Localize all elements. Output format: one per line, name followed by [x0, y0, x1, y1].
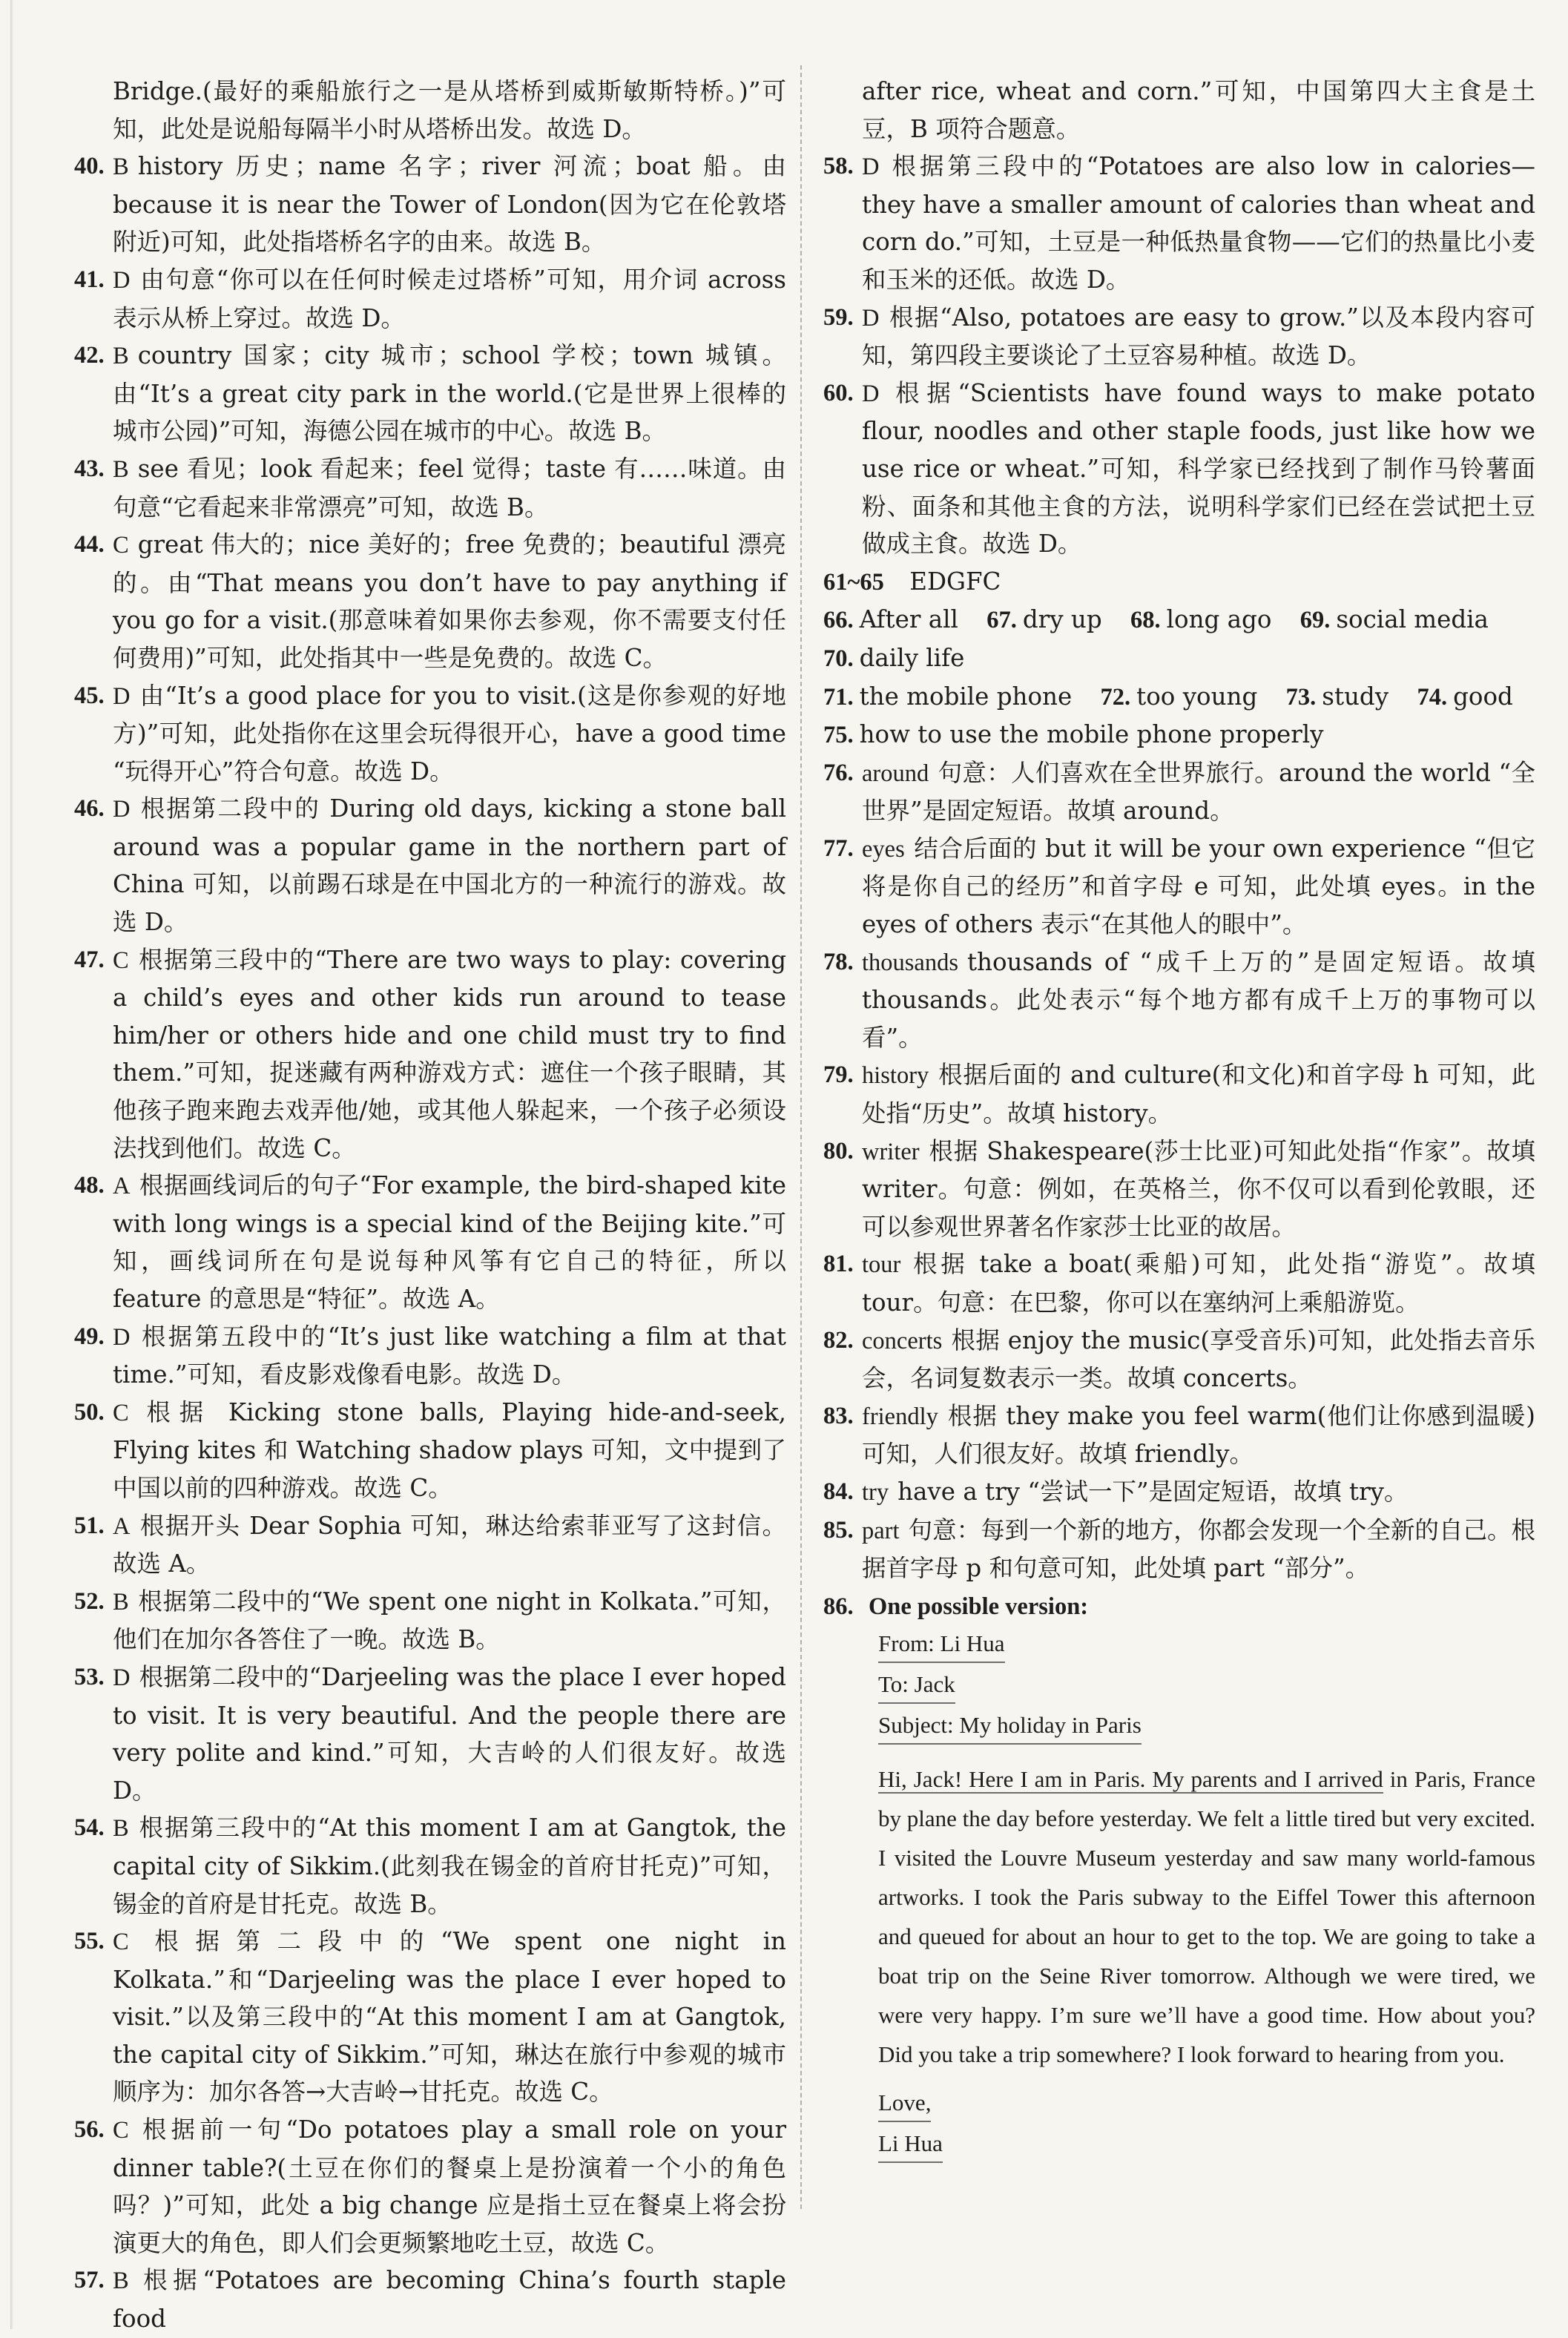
answer-choice: D [862, 380, 880, 407]
answer-text: long ago [1166, 605, 1272, 634]
answer-number: 69. [1299, 607, 1331, 634]
answer-item [823, 299, 1535, 375]
answer-explanation: 根据 enjoy the music(享受音乐)可知，此处指去音乐会，名词复数表示一类。故填 concerts。 [862, 1326, 1535, 1393]
answer-item [74, 526, 786, 676]
answer-pair [1101, 682, 1258, 711]
answer-choice: tour [862, 1251, 901, 1279]
answer-explanation: 由“It’s a good place for you to visit.(这是你参观的好地方)”可知，此处指你在这里会玩得很开心，have a good time “玩得开心”符合句意。故选 D。 [113, 681, 786, 786]
answer-explanation: have a try “尝试一下”是固定短语，故填 try。 [897, 1477, 1409, 1506]
answer-explanation: thousands of “成千上万的”是固定短语。故填 thousands。此处表示“每个地方都有成千上万的事物可以看”。 [862, 947, 1535, 1052]
answer-pair [823, 644, 964, 672]
answer-item [74, 1394, 786, 1507]
answer-item [823, 1322, 1535, 1397]
answer-item [74, 677, 786, 791]
answer-explanation: see 看见；look 看起来；feel 觉得；taste 有……味道。由句意“它看起来非常漂亮”可知，故选 B。 [113, 454, 786, 521]
answer-choice: C [113, 1399, 129, 1426]
answer-pair [823, 682, 1072, 711]
answer-explanation: 根据 Shakespeare(莎士比亚)可知此处指“作家”。故填 writer。句意：例如，在英格兰，你不仅可以看到伦敦眼，还可以参观世界著名作家莎士比亚的故居。 [862, 1136, 1535, 1241]
answer-number: 60. [823, 379, 854, 406]
answer-number: 71. [823, 683, 854, 711]
answer-choice: D [862, 154, 880, 181]
answer-explanation: 根据第三段中的“There are two ways to play: covering a child’s eyes and other kids run around to tease him/her or others hide and one child must try to find them.”可知，捉迷藏有两种游戏方式：遮住一个孩子眼睛，其他孩子跑来跑去戏弄他/她，或其他人躲起来，一个孩子必须设法找到他们。故选 C。 [113, 945, 786, 1162]
right-column [823, 73, 1535, 2166]
right-answer-list-2 [823, 754, 1535, 1587]
answer-pair [1286, 682, 1389, 711]
letter-signature: Li Hua [878, 2126, 943, 2163]
answer-explanation: 根据前一句“Do potatoes play a small role on your dinner table?(土豆在你们的餐桌上是扮演着一个小的角色吗？)”可知，此处 a big change 应是指土豆在餐桌上将会扮演更大的角色，即人们会更频繁地吃土豆，故选 C。 [113, 2115, 786, 2257]
answer-item [823, 148, 1535, 298]
answer-item [823, 375, 1535, 563]
answer-explanation: 根据开头 Dear Sophia 可知，琳达给索菲亚写了这封信。故选 A。 [113, 1511, 786, 1578]
answer-number: 40. [74, 153, 105, 180]
answer-pair [1417, 682, 1512, 711]
answer-explanation: 根据第二段中的“Darjeeling was the place I ever hoped to visit. It is very beautiful. And the people there are very polite and kind.”可知，大吉岭的人们很友好。故选 D。 [113, 1662, 786, 1805]
answer-choice: A [113, 1512, 131, 1540]
answer-choice: B [113, 1815, 129, 1843]
answer-choice: history [862, 1062, 929, 1090]
answer-item [74, 261, 786, 337]
answer-choice: B [113, 2268, 129, 2295]
answer-number: 74. [1417, 683, 1448, 711]
answer-choice: try [862, 1478, 889, 1506]
answer-choice: C [113, 946, 129, 974]
answer-pair [823, 720, 1324, 748]
answer-number: 66. [823, 607, 854, 634]
answer-number: 82. [823, 1326, 854, 1354]
answer-text: EDGFC [909, 567, 1001, 596]
answer-number: 48. [74, 1172, 105, 1199]
answer-choice: C [113, 532, 129, 559]
answer-item [823, 944, 1535, 1057]
answer-item [74, 1923, 786, 2111]
answer-explanation: 由句意“你可以在任何时候走过塔桥”可知，用介词 across 表示从桥上穿过。故选 D。 [113, 265, 786, 332]
answer-text: how to use the mobile phone properly [859, 720, 1324, 749]
answer-number: 57. [74, 2267, 105, 2294]
answer-choice: D [862, 304, 880, 332]
answer-item [823, 1245, 1535, 1321]
answer-continuation-57: after rice, wheat and corn.”可知，中国第四大主食是土豆，B 项符合题意。 [862, 77, 1535, 143]
answer-explanation: 根据第二段中的 During old days, kicking a stone ball around was a popular game in the northern part of China 可知，以前踢石球是在中国北方的一种流行的游戏。故选 D。 [113, 794, 786, 937]
answer-number: 58. [823, 153, 854, 180]
column-divider [800, 65, 802, 2209]
answer-text: After all [859, 605, 958, 634]
letter-body [878, 1759, 1535, 2074]
answer-text: the mobile phone [859, 682, 1073, 711]
answer-explanation: 根据 take a boat(乘船)可知，此处指“游览”。故填 tour。句意：在巴黎，你可以在塞纳河上乘船游览。 [862, 1250, 1535, 1317]
answer-choice: B [113, 455, 129, 483]
answer-explanation: 句意：每到一个新的地方，你都会发现一个全新的自己。根据首字母 p 和句意可知，此处填 part “部分”。 [862, 1515, 1535, 1583]
answer-explanation: 根据 Kicking stone balls, Playing hide-and-seek, Flying kites 和 Watching shadow plays 可知，文中提到了中国以前的四种游戏。故选 C。 [113, 1397, 786, 1502]
answer-line-71-74 [823, 678, 1535, 717]
answer-choice: D [113, 1323, 131, 1351]
answer-text: daily life [859, 643, 965, 672]
answer-number: 83. [823, 1402, 854, 1429]
answer-choice: concerts [862, 1327, 943, 1354]
answer-pair [1300, 605, 1489, 633]
answer-explanation: 根据第二段中的“We spent one night in Kolkata.”和“Darjeeling was the place I ever hoped to visit.”以及第三段中的“At this moment I am at Gangtok, the capital city of Sikkim.”可知，琳达在旅行中参观的城市顺序为：加尔各答→大吉岭→甘托克。故选 C。 [113, 1927, 786, 2107]
left-answer-list [74, 148, 786, 2337]
answer-explanation: 根据第三段中的“At this moment I am at Gangtok, the capital city of Sikkim.(此刻我在锡金的首府甘托克)”可知，锡金的首府是甘托克。故选 B。 [113, 1814, 786, 1918]
answer-item [74, 148, 786, 261]
right-answer-list [823, 148, 1535, 563]
answer-number: 73. [1285, 683, 1317, 711]
answer-text: too young [1136, 682, 1258, 711]
answer-number: 47. [74, 946, 105, 973]
letter-closing: Love, [878, 2085, 931, 2122]
answer-line-70 [823, 639, 1535, 678]
answer-choice: B [113, 1588, 129, 1616]
answer-explanation: 根据后面的 and culture(和文化)和首字母 h 可知，此处指“历史”。故填 history。 [862, 1061, 1535, 1128]
answer-number: 79. [823, 1061, 854, 1089]
answer-choice: eyes [862, 835, 905, 863]
answer-number: 85. [823, 1516, 854, 1544]
answer-item [823, 1133, 1535, 1246]
answer-explanation: 根据 they make you feel warm(他们让你感到温暖)可知，人们很友好。故填 friendly。 [862, 1401, 1535, 1469]
answer-number: 50. [74, 1398, 105, 1426]
answer-choice: D [113, 266, 131, 294]
answer-explanation: 句意：人们喜欢在全世界旅行。around the world “全世界”是固定短语。故填 around。 [862, 758, 1535, 826]
answer-number: 67. [986, 607, 1017, 634]
answer-number: 53. [74, 1663, 105, 1690]
answer-number: 84. [823, 1478, 854, 1505]
answer-line-61-65 [823, 563, 1535, 602]
answer-item [823, 830, 1535, 944]
answer-number: 72. [1100, 683, 1131, 711]
answer-item [74, 941, 786, 1168]
answer-choice: B [113, 343, 129, 370]
answer-pair [823, 605, 958, 633]
answer-item [74, 450, 786, 526]
answer-pair [986, 605, 1101, 633]
answer-number: 81. [823, 1251, 854, 1278]
answer-item [823, 1512, 1535, 1587]
letter-opening: Hi, Jack! Here I am in Paris. My parents and I arrived [878, 1766, 1383, 1793]
answer-item [74, 1583, 786, 1659]
letter-body-text: in Paris, France by plane the day before yesterday. We felt a little tired but very excited. I visited the Louvre Museum yesterday and saw many world-famous artworks. I took the Paris subway to the Eiffel Tower this afternoon and queued for about an hour to get to the top. We are going to take a boat trip on the Seine River tomorrow. Although we were tired, we were very happy. I’m sure we’ll have a good time. How about you? Did you take a trip somewhere? I look forward to hearing from you. [878, 1766, 1535, 2068]
answer-number: 52. [74, 1587, 105, 1615]
answer-item [74, 337, 786, 450]
left-column [74, 73, 786, 2338]
model-letter [878, 1625, 1535, 2166]
answer-text: dry up [1022, 605, 1102, 634]
answer-continuation-39: Bridge.(最好的乘船旅行之一是从塔桥到威斯敏斯特桥。)”可知，此处是说船每隔半小时从塔桥出发。故选 D。 [113, 77, 786, 143]
answer-item [74, 2262, 786, 2337]
answer-explanation: 根据“Potatoes are becoming China’s fourth staple food [113, 2266, 786, 2334]
answer-item [74, 1809, 786, 1923]
answer-explanation: 结合后面的 but it will be your own experience “但它将是你自己的经历”和首字母 e 可知，此处填 eyes。in the eyes of others 表示“在其他人的眼中”。 [862, 834, 1535, 939]
answer-choice: D [113, 1664, 131, 1691]
answer-choice: C [113, 2117, 129, 2144]
letter-to: To: Jack [878, 1667, 955, 1704]
answer-explanation: history 历史；name 名字；river 河流；boat 船。由 because it is near the Tower of London(因为它在伦敦塔附近)可知，此处指塔桥名字的由来。故选 B。 [113, 152, 786, 257]
letter-subject: Subject: My holiday in Paris [878, 1708, 1142, 1745]
answer-item [74, 2111, 786, 2262]
answer-number: 42. [74, 342, 105, 369]
essay-heading [823, 1587, 1535, 1626]
answer-number: 51. [74, 1512, 105, 1539]
answer-item [74, 790, 786, 941]
answer-item [823, 1397, 1535, 1473]
answer-number: 75. [823, 722, 854, 749]
answer-choice: B [113, 154, 129, 181]
page-edge-shadow [10, 0, 13, 2329]
answer-number: 41. [74, 266, 105, 293]
answer-number: 56. [74, 2116, 105, 2144]
answer-number: 59. [823, 303, 854, 331]
answer-number: 49. [74, 1323, 105, 1350]
answer-number: 44. [74, 531, 105, 559]
answer-number: 78. [823, 948, 854, 975]
answer-number: 43. [74, 455, 105, 482]
answer-line-75 [823, 716, 1535, 754]
answer-choice: around [862, 760, 929, 787]
answer-item [823, 1056, 1535, 1132]
answer-explanation: 根据第三段中的“Potatoes are also low in calories—they have a smaller amount of calories than wheat and corn do.”可知，土豆是一种低热量食物——它们的热量比小麦和玉米的还低。故选 D。 [862, 152, 1535, 294]
answer-explanation: 根据画线词后的句子“For example, the bird-shaped kite with long wings is a special kind of the Beijing kite.”可知，画线词所在句是说每种风筝有它自己的特征，所以 feature 的意思是“特征”。故选 A。 [113, 1171, 786, 1313]
answer-pair [1130, 605, 1271, 633]
answer-number: 55. [74, 1928, 105, 1955]
answer-item [74, 1507, 786, 1583]
answer-explanation: great 伟大的；nice 美好的；free 免费的；beautiful 漂亮的。由“That means you don’t have to pay anything if you go for a visit.(那意味着如果你去参观，你不需要支付任何费用)”可知，此处指其中一些是免费的。故选 C。 [113, 530, 786, 672]
answer-text: study [1322, 682, 1389, 711]
answer-text: social media [1336, 605, 1489, 634]
answer-choice: friendly [862, 1403, 938, 1430]
answer-choice: writer [862, 1138, 920, 1165]
answer-number: 86. [823, 1593, 854, 1620]
answer-explanation: 根据“Scientists have found ways to make potato flour, noodles and other staple foods, just like how we use rice or wheat.”可知，科学家已经找到了制作马铃薯面粉、面条和其他主食的方法，说明科学家们已经在尝试把土豆做成主食。故选 D。 [862, 378, 1535, 559]
essay-heading-text: One possible version: [868, 1593, 1089, 1620]
answer-number: 80. [823, 1137, 854, 1165]
answer-item [74, 1167, 786, 1317]
answer-item [74, 1318, 786, 1394]
answer-explanation: 根据第五段中的“It’s just like watching a film at that time.”可知，看皮影戏像看电影。故选 D。 [113, 1322, 786, 1389]
answer-text: good [1453, 682, 1513, 711]
answer-item [823, 1473, 1535, 1512]
letter-from: From: Li Hua [878, 1626, 1005, 1663]
answer-number: 46. [74, 795, 105, 823]
answer-number: 76. [823, 759, 854, 786]
answer-choice: D [113, 796, 131, 823]
answer-number: 77. [823, 834, 854, 862]
answer-line-66-69 [823, 601, 1535, 639]
answer-choice: part [862, 1517, 900, 1544]
answer-choice: C [113, 1929, 129, 1956]
answer-number: 70. [823, 645, 854, 672]
answer-explanation: 根据“Also, potatoes are easy to grow.”以及本段内容可知，第四段主要谈论了土豆容易种植。故选 D。 [862, 303, 1535, 370]
answer-choice: thousands [862, 949, 958, 976]
answer-number: 61~65 [823, 568, 884, 596]
answer-choice: A [113, 1173, 131, 1200]
answer-item [823, 754, 1535, 830]
answer-choice: D [113, 682, 131, 710]
answer-item [74, 1659, 786, 1809]
answer-number: 45. [74, 682, 105, 709]
answer-number: 68. [1130, 607, 1161, 634]
answer-explanation: country 国家；city 城市；school 学校；town 城镇。由“It’s a great city park in the world.(它是世界上很棒的城市公园)”可知，海德公园在城市的中心。故选 B。 [113, 341, 786, 446]
answer-explanation: 根据第二段中的“We spent one night in Kolkata.”可知，他们在加尔各答住了一晚。故选 B。 [113, 1587, 786, 1654]
answer-number: 54. [74, 1814, 105, 1842]
